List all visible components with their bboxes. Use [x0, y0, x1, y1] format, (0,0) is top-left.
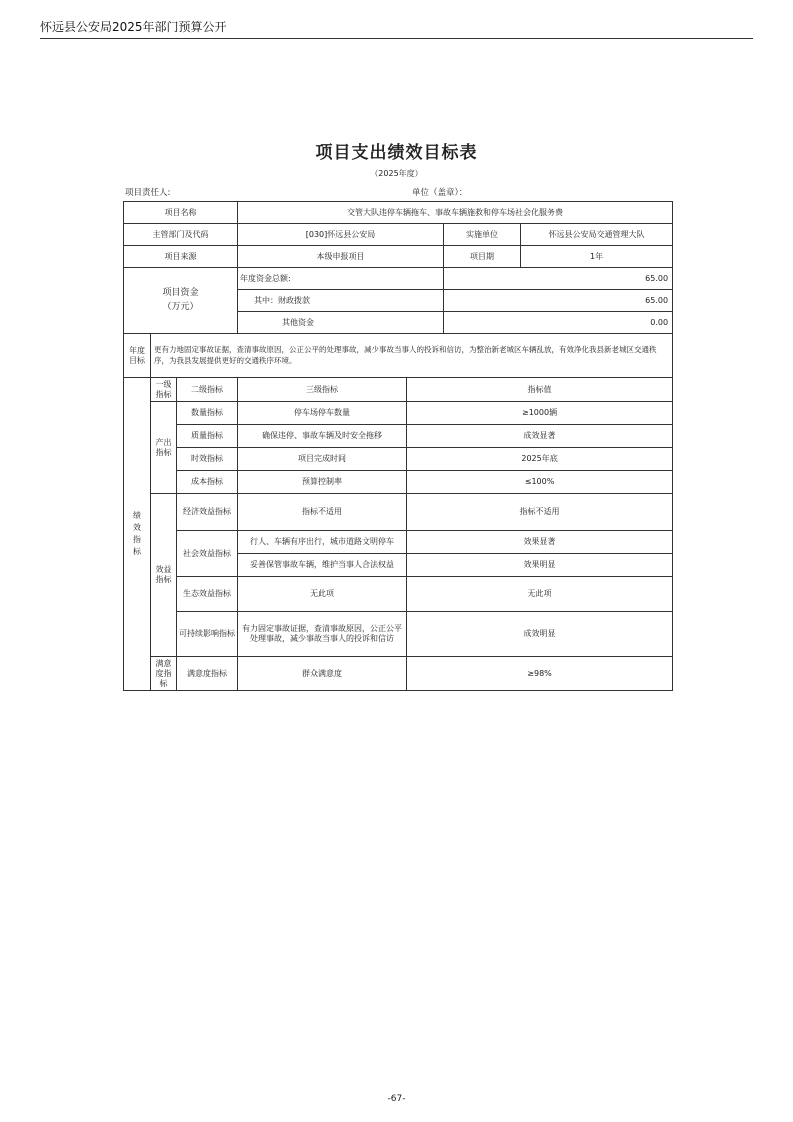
funds-fiscal-label: 其中：财政拨款	[238, 290, 444, 312]
project-name-value: 交管大队违停车辆拖车、事故车辆施救和停车场社会化服务费	[238, 202, 673, 224]
col-level3: 三级指标	[238, 378, 407, 402]
source-value: 本级申报项目	[238, 246, 444, 268]
output-timeliness-value: 2025年底	[407, 448, 673, 471]
row-output-timeliness	[124, 448, 673, 471]
sustain-l3: 有力固定事故证据，查清事故原因，公正公平处理事故，减少事故当事人的投诉和信访	[238, 612, 407, 657]
social-2-value: 效果明显	[407, 554, 673, 577]
row-source	[124, 246, 673, 268]
col-level1: 一级 指标	[151, 378, 177, 402]
performance-table	[123, 201, 673, 691]
row-benefit-ecological	[124, 577, 673, 612]
row-benefit-social-1	[124, 531, 673, 554]
funds-total-label: 年度资金总额:	[238, 268, 444, 290]
period-label: 项目期	[444, 246, 521, 268]
economic-l2: 经济效益指标	[177, 494, 238, 531]
row-satisfaction	[124, 657, 673, 691]
row-output-quantity	[124, 402, 673, 425]
output-cost-value: ≤100%	[407, 471, 673, 494]
funds-label: 项目资金 （万元）	[124, 268, 238, 334]
benefit-label: 效益 指标	[151, 494, 177, 657]
row-benefit-sustainable	[124, 612, 673, 657]
goal-text: 更有力地固定事故证据，查清事故原因，公正公平的处理事故，减少事故当事人的投诉和信访，为整治新老城区车辆乱放，有效净化我县新老城区交通秩序，为我县发展提供更好的交通秩序环境。	[151, 334, 673, 378]
row-output-quality	[124, 425, 673, 448]
output-cost-l2: 成本指标	[177, 471, 238, 494]
dept-label: 主管部门及代码	[124, 224, 238, 246]
eco-value: 无此项	[407, 577, 673, 612]
responsible-label: 项目责任人:	[125, 188, 171, 198]
output-label: 产出 指标	[151, 402, 177, 494]
funds-other-value: 0.00	[444, 312, 673, 334]
dept-value: [030]怀远县公安局	[238, 224, 444, 246]
economic-l3: 指标不适用	[238, 494, 407, 531]
output-timeliness-l2: 时效指标	[177, 448, 238, 471]
satisfaction-label: 满意 度指 标	[151, 657, 177, 691]
funds-total-value: 65.00	[444, 268, 673, 290]
goal-label: 年度 目标	[124, 334, 151, 378]
document-year: （2025年度）	[370, 169, 423, 178]
col-value: 指标值	[407, 378, 673, 402]
output-quantity-l3: 停车场停车数量	[238, 402, 407, 425]
source-label: 项目来源	[124, 246, 238, 268]
economic-value: 指标不适用	[407, 494, 673, 531]
output-timeliness-l3: 项目完成时间	[238, 448, 407, 471]
output-quality-value: 成效显著	[407, 425, 673, 448]
row-department	[124, 224, 673, 246]
col-level2: 二级指标	[177, 378, 238, 402]
funds-other-label: 其他资金	[238, 312, 444, 334]
page-header-title: 怀远县公安局2025年部门预算公开	[40, 20, 227, 34]
project-name-label: 项目名称	[124, 202, 238, 224]
eco-l3: 无此项	[238, 577, 407, 612]
social-1-l3: 行人、车辆有序出行，城市道路文明停车	[238, 531, 407, 554]
social-1-value: 效果显著	[407, 531, 673, 554]
funds-fiscal-value: 65.00	[444, 290, 673, 312]
impl-value: 怀远县公安局交通管理大队	[521, 224, 673, 246]
sustain-value: 成效明显	[407, 612, 673, 657]
social-l2: 社会效益指标	[177, 531, 238, 577]
output-quantity-l2: 数量指标	[177, 402, 238, 425]
row-indicator-header	[124, 378, 673, 402]
output-quality-l3: 确保违停、事故车辆及时安全拖移	[238, 425, 407, 448]
row-funds-total	[124, 268, 673, 290]
page-number: -67-	[387, 1094, 406, 1104]
period-value: 1年	[521, 246, 673, 268]
header-divider	[40, 38, 753, 39]
satisfaction-l2: 满意度指标	[177, 657, 238, 691]
sustain-l2: 可持续影响指标	[177, 612, 238, 657]
perf-label: 绩 效 指 标	[124, 378, 151, 691]
row-project-name	[124, 202, 673, 224]
impl-label: 实施单位	[444, 224, 521, 246]
row-annual-goal	[124, 334, 673, 378]
document-title: 项目支出绩效目标表	[315, 143, 478, 163]
output-quality-l2: 质量指标	[177, 425, 238, 448]
eco-l2: 生态效益指标	[177, 577, 238, 612]
row-output-cost	[124, 471, 673, 494]
row-benefit-economic	[124, 494, 673, 531]
satisfaction-l3: 群众满意度	[238, 657, 407, 691]
social-2-l3: 妥善保管事故车辆，维护当事人合法权益	[238, 554, 407, 577]
unit-label: 单位（盖章）：	[412, 188, 468, 198]
satisfaction-value: ≥98%	[407, 657, 673, 691]
output-quantity-value: ≥1000辆	[407, 402, 673, 425]
output-cost-l3: 预算控制率	[238, 471, 407, 494]
